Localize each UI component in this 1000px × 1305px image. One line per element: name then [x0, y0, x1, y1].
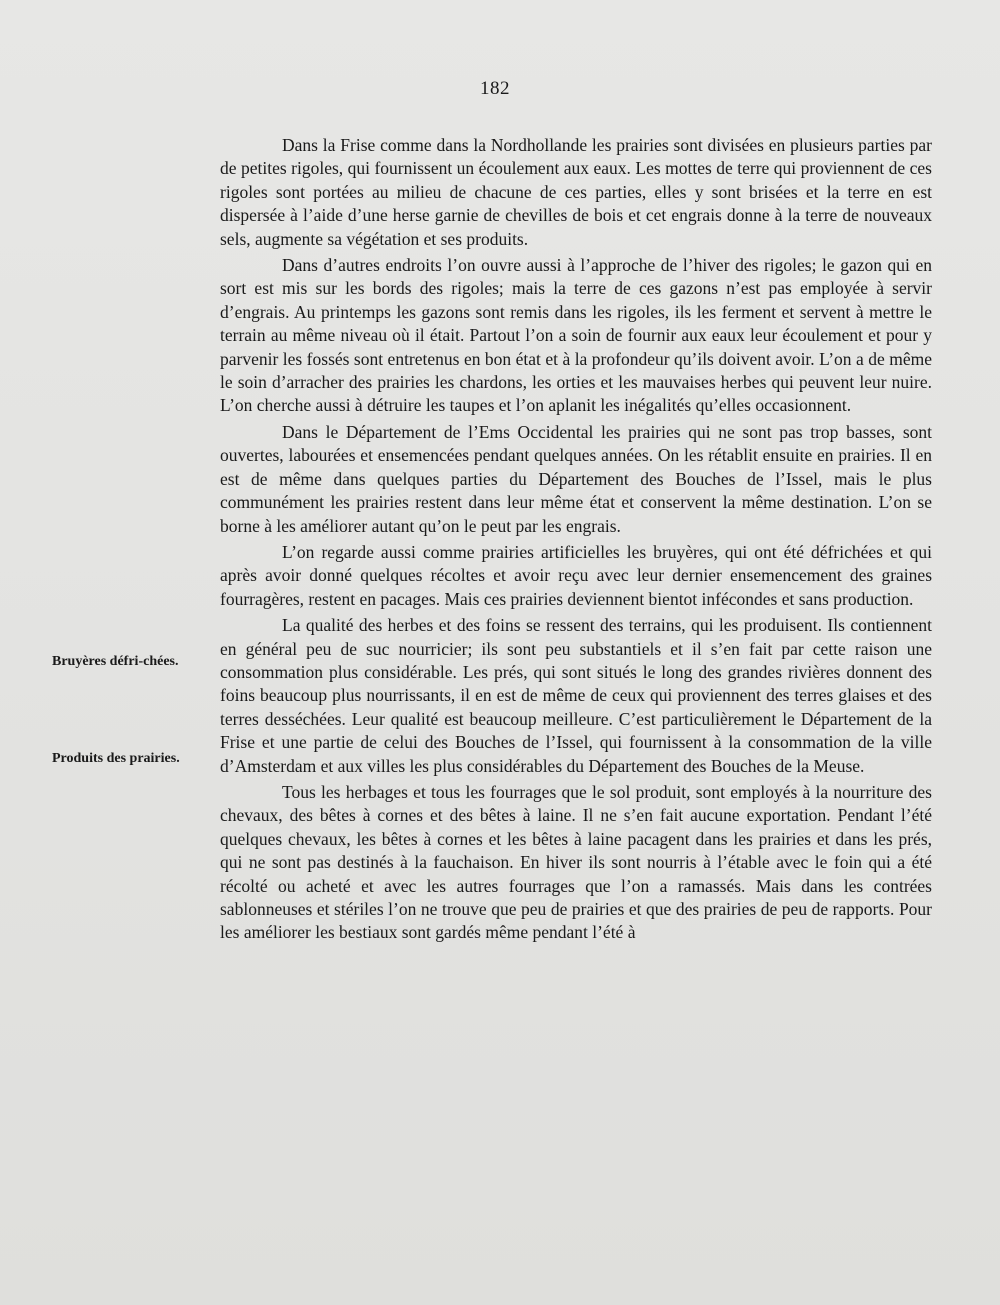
paragraph: Dans la Frise comme dans la Nordhollande les prairies sont divisées en plusieurs parties par de petites rigoles, qui fournissent un écoulement aux eaux. Les mottes de terre qui proviennent de ces rigoles sont portées au milieu de chacune de ces parties, elles y sont brisées et la terre en est dispersée à l’aide d’une herse garnie de chevilles de bois et cet engrais donne à la terre de nouveaux sels, augmente sa végétation et ses produits.: [220, 135, 932, 249]
body-text: [220, 134, 932, 945]
paragraph: La qualité des herbes et des foins se ressent des terrains, qui les produisent. Ils contiennent en général peu de suc nourricier; ils sont peu substantiels et il s’en fait par cette raison une consommation plus considérable. Les prés, qui sont situés le long des grandes rivières donnent des foins beaucoup plus nourrissants, il en est de même de ceux qui proviennent des terres glaises et des terres desséchées. Leur qualité est beaucoup meilleure. C’est particulièrement le Département de la Frise et une partie de celui des Bouches de l’Issel, qui fournissent à la consommation de la ville d’Amsterdam et aux villes les plus considérables du Département des Bouches de la Meuse.: [220, 615, 932, 776]
paragraph: Dans d’autres endroits l’on ouvre aussi à l’approche de l’hiver des rigoles; le gazon qui en sort est mis sur les bords des rigoles; mais la terre de ces gazons n’est pas employée à servir d’engrais. Au printemps les gazons sont remis dans les rigoles, ils les ferment et servent à mettre le terrain au même niveau où il était. Partout l’on a soin de fournir aux eaux leur écoulement et pour y parvenir les fossés sont entretenus en bon état et à la profondeur qu’ils doivent avoir. L’on a de même le soin d’arracher des prairies les chardons, les orties et les mauvaises herbes qui peuvent leur nuire. L’on cherche aussi à détruire les taupes et l’on aplanit les inégalités qu’elles occasionnent.: [220, 255, 932, 416]
paragraph: L’on regarde aussi comme prairies artificielles les bruyères, qui ont été défrichées et qui après avoir donné quelques récoltes et avoir reçu avec leur dernier ensemencement des graines fourragères, restent en pacages. Mais ces prairies deviennent bientot infécondes et sans production.: [220, 541, 932, 609]
margin-note-produits: Produits des prairies.: [52, 751, 180, 766]
margin-note-bruyeres: Bruyères défri-chées.: [52, 654, 179, 669]
paragraph: Tous les herbages et tous les fourrages que le sol produit, sont employés à la nourriture des chevaux, des bêtes à cornes et des bêtes à laine. Il ne s’en fait aucune exportation. Pendant l’été quelques chevaux, les bêtes à cornes et les bêtes à laine pacagent dans les prairies et dans les prés, qui ne sont pas destinés à la fauchaison. En hiver ils sont nourris à l’étable avec le foin qui a été récolté ou acheté et avec les autres fourrages que l’on a ramassés. Mais dans les contrées sablonneuses et stériles l’on ne trouve que peu de prairies et que des prairies de peu de rapports. Pour les améliorer les bestiaux sont gardés même pendant l’été à: [220, 781, 932, 943]
page-number: 182: [480, 78, 510, 99]
paragraph: Dans le Département de l’Ems Occidental les prairies qui ne sont pas trop basses, sont ouvertes, labourées et ensemencées pendant quelques années. On les rétablit ensuite en prairies. Il en est de même dans quelques parties du Département des Bouches de l’Issel, mais le plus communément les prairies restent dans leur même état et conservent la même destination. L’on se borne à les améliorer autant qu’on le peut par les engrais.: [220, 421, 932, 536]
